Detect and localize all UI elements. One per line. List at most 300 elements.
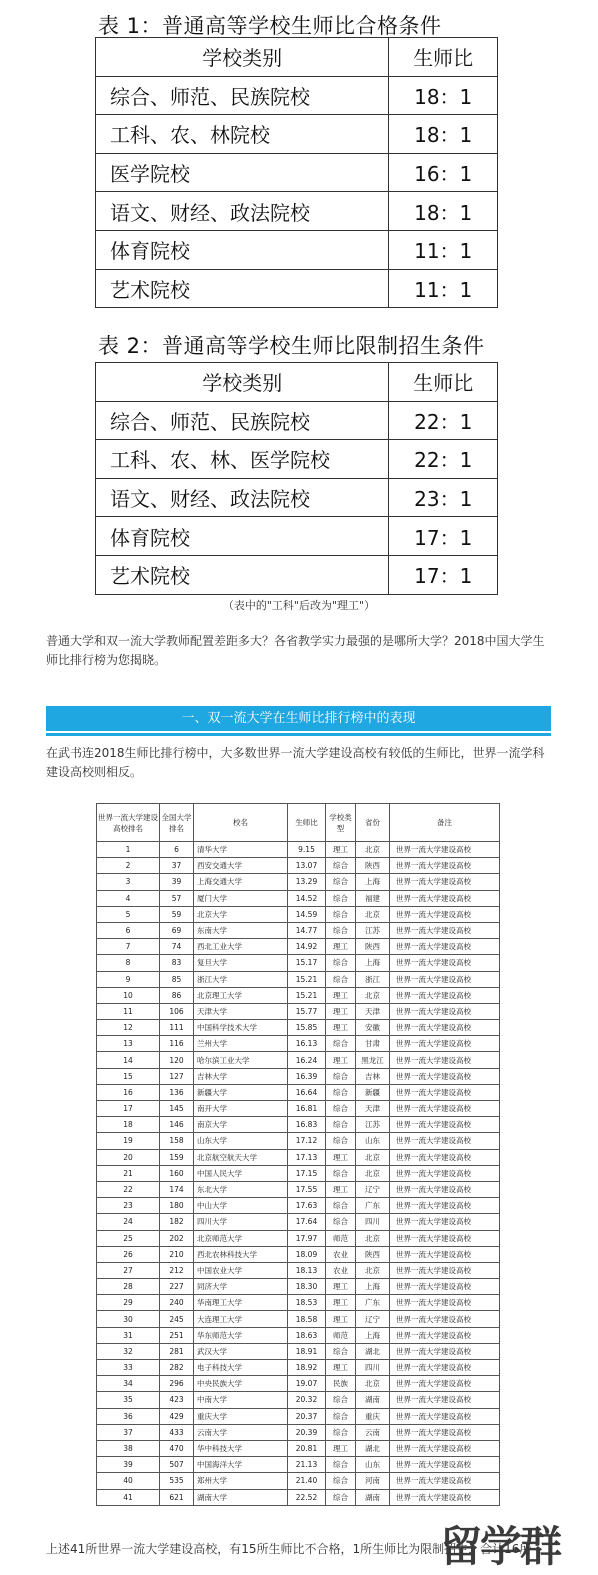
rank-cell: 24 xyxy=(97,1214,160,1230)
province-cell: 湖北 xyxy=(356,1343,390,1359)
national-rank-cell: 69 xyxy=(160,922,194,938)
rank-cell: 38 xyxy=(97,1440,160,1456)
school-name-cell: 哈尔滨工业大学 xyxy=(194,1052,288,1068)
table-row xyxy=(97,1408,500,1424)
school-name-cell: 郑州大学 xyxy=(194,1473,288,1489)
ratio-cell: 16.64 xyxy=(288,1084,326,1100)
ratio-cell: 19.07 xyxy=(288,1376,326,1392)
ratio-cell: 20.39 xyxy=(288,1424,326,1440)
national-rank-cell: 182 xyxy=(160,1214,194,1230)
province-cell: 天津 xyxy=(356,1003,390,1019)
ratio-cell: 14.52 xyxy=(288,890,326,906)
ranking-header-row xyxy=(97,804,500,842)
province-cell: 黑龙江 xyxy=(356,1052,390,1068)
ratio-cell: 21.40 xyxy=(288,1473,326,1489)
remark-cell: 世界一流大学建设高校 xyxy=(390,1133,500,1149)
school-name-cell: 大连理工大学 xyxy=(194,1311,288,1327)
national-rank-cell: 86 xyxy=(160,987,194,1003)
ratio-cell: 20.81 xyxy=(288,1440,326,1456)
ratio-cell: 14.92 xyxy=(288,939,326,955)
school-category-cell: 艺术院校 xyxy=(96,555,389,594)
province-cell: 北京 xyxy=(356,906,390,922)
school-name-cell: 清华大学 xyxy=(194,842,288,858)
national-rank-cell: 57 xyxy=(160,890,194,906)
remark-cell: 世界一流大学建设高校 xyxy=(390,1327,500,1343)
school-name-cell: 复旦大学 xyxy=(194,955,288,971)
school-category-cell: 综合、师范、民族院校 xyxy=(96,76,389,115)
province-cell: 上海 xyxy=(356,1279,390,1295)
type-cell: 理工 xyxy=(326,1440,356,1456)
remark-cell: 世界一流大学建设高校 xyxy=(390,842,500,858)
table-row xyxy=(97,1440,500,1456)
ratio-cell: 11：1 xyxy=(389,230,498,269)
province-cell: 辽宁 xyxy=(356,1311,390,1327)
type-cell: 综合 xyxy=(326,1165,356,1181)
ratio-cell: 18：1 xyxy=(389,192,498,231)
table-row xyxy=(97,1101,500,1117)
table1-header-row xyxy=(96,38,498,77)
school-name-cell: 华南理工大学 xyxy=(194,1295,288,1311)
ranking-header-cell: 校名 xyxy=(194,804,288,842)
type-cell: 理工 xyxy=(326,939,356,955)
ratio-cell: 17：1 xyxy=(389,517,498,556)
school-category-cell: 体育院校 xyxy=(96,230,389,269)
school-name-cell: 中央民族大学 xyxy=(194,1376,288,1392)
ratio-cell: 18.92 xyxy=(288,1360,326,1376)
school-category-cell: 工科、农、林、医学院校 xyxy=(96,440,389,479)
national-rank-cell: 210 xyxy=(160,1246,194,1262)
province-cell: 山东 xyxy=(356,1133,390,1149)
remark-cell: 世界一流大学建设高校 xyxy=(390,1279,500,1295)
national-rank-cell: 227 xyxy=(160,1279,194,1295)
ratio-cell: 16：1 xyxy=(389,153,498,192)
remark-cell: 世界一流大学建设高校 xyxy=(390,906,500,922)
type-cell: 民族 xyxy=(326,1376,356,1392)
ratio-cell: 16.81 xyxy=(288,1101,326,1117)
table-row xyxy=(97,1262,500,1278)
rank-cell: 41 xyxy=(97,1489,160,1505)
ranking-header-cell: 备注 xyxy=(390,804,500,842)
remark-cell: 世界一流大学建设高校 xyxy=(390,1360,500,1376)
school-name-cell: 新疆大学 xyxy=(194,1084,288,1100)
ranking-header-cell: 全国大学排名 xyxy=(160,804,194,842)
ratio-cell: 14.59 xyxy=(288,906,326,922)
rank-cell: 18 xyxy=(97,1117,160,1133)
school-name-cell: 四川大学 xyxy=(194,1214,288,1230)
remark-cell: 世界一流大学建设高校 xyxy=(390,955,500,971)
school-name-cell: 西北工业大学 xyxy=(194,939,288,955)
table-row xyxy=(97,1376,500,1392)
school-category-cell: 体育院校 xyxy=(96,517,389,556)
remark-cell: 世界一流大学建设高校 xyxy=(390,1343,500,1359)
rank-cell: 9 xyxy=(97,971,160,987)
rank-cell: 19 xyxy=(97,1133,160,1149)
national-rank-cell: 37 xyxy=(160,858,194,874)
table-row xyxy=(97,1392,500,1408)
table1-header-cell: 学校类别 xyxy=(96,38,389,77)
table-row xyxy=(97,1457,500,1473)
rank-cell: 40 xyxy=(97,1473,160,1489)
national-rank-cell: 240 xyxy=(160,1295,194,1311)
school-name-cell: 中国海洋大学 xyxy=(194,1457,288,1473)
ratio-cell: 16.24 xyxy=(288,1052,326,1068)
table-row xyxy=(97,1068,500,1084)
ratio-cell: 13.29 xyxy=(288,874,326,890)
footer-paragraph: 上述41所世界一流大学建设高校，有15所生师比不合格，1所生师比为限制招生，合计16所 xyxy=(46,1542,532,1556)
table-row xyxy=(97,1279,500,1295)
school-name-cell: 西北农林科技大学 xyxy=(194,1246,288,1262)
remark-cell: 世界一流大学建设高校 xyxy=(390,890,500,906)
table1-title: 表 1：普通高等学校生师比合格条件 xyxy=(98,14,442,38)
national-rank-cell: 39 xyxy=(160,874,194,890)
school-name-cell: 北京师范大学 xyxy=(194,1230,288,1246)
rank-cell: 23 xyxy=(97,1198,160,1214)
type-cell: 综合 xyxy=(326,1392,356,1408)
remark-cell: 世界一流大学建设高校 xyxy=(390,1198,500,1214)
table-row xyxy=(97,1084,500,1100)
rank-cell: 2 xyxy=(97,858,160,874)
ratio-cell: 18.91 xyxy=(288,1343,326,1359)
rank-cell: 22 xyxy=(97,1181,160,1197)
ranking-header-cell: 世界一流大学建设高校排名 xyxy=(97,804,160,842)
school-name-cell: 华东师范大学 xyxy=(194,1327,288,1343)
table-row xyxy=(97,1343,500,1359)
school-category-cell: 综合、师范、民族院校 xyxy=(96,401,389,440)
table-row xyxy=(96,478,498,517)
province-cell: 浙江 xyxy=(356,971,390,987)
table-row xyxy=(97,1311,500,1327)
school-name-cell: 武汉大学 xyxy=(194,1343,288,1359)
type-cell: 农业 xyxy=(326,1246,356,1262)
province-cell: 福建 xyxy=(356,890,390,906)
remark-cell: 世界一流大学建设高校 xyxy=(390,922,500,938)
remark-cell: 世界一流大学建设高校 xyxy=(390,1392,500,1408)
ratio-cell: 17.64 xyxy=(288,1214,326,1230)
remark-cell: 世界一流大学建设高校 xyxy=(390,1020,500,1036)
rank-cell: 10 xyxy=(97,987,160,1003)
school-name-cell: 上海交通大学 xyxy=(194,874,288,890)
ratio-cell: 18.09 xyxy=(288,1246,326,1262)
table-row xyxy=(97,1149,500,1165)
table-row xyxy=(96,115,498,154)
province-cell: 湖南 xyxy=(356,1489,390,1505)
ratio-cell: 17.63 xyxy=(288,1198,326,1214)
national-rank-cell: 535 xyxy=(160,1473,194,1489)
type-cell: 理工 xyxy=(326,1020,356,1036)
type-cell: 理工 xyxy=(326,1311,356,1327)
ratio-cell: 15.77 xyxy=(288,1003,326,1019)
ratio-cell: 22.52 xyxy=(288,1489,326,1505)
province-cell: 北京 xyxy=(356,1230,390,1246)
school-name-cell: 中国农业大学 xyxy=(194,1262,288,1278)
rank-cell: 13 xyxy=(97,1036,160,1052)
remark-cell: 世界一流大学建设高校 xyxy=(390,987,500,1003)
table-row xyxy=(97,874,500,890)
ratio-cell: 16.13 xyxy=(288,1036,326,1052)
table-row xyxy=(97,1230,500,1246)
province-cell: 江苏 xyxy=(356,922,390,938)
province-cell: 北京 xyxy=(356,1262,390,1278)
national-rank-cell: 282 xyxy=(160,1360,194,1376)
ratio-cell: 21.13 xyxy=(288,1457,326,1473)
rank-cell: 25 xyxy=(97,1230,160,1246)
rank-cell: 7 xyxy=(97,939,160,955)
table-row xyxy=(96,440,498,479)
province-cell: 上海 xyxy=(356,955,390,971)
remark-cell: 世界一流大学建设高校 xyxy=(390,1473,500,1489)
school-name-cell: 重庆大学 xyxy=(194,1408,288,1424)
province-cell: 江苏 xyxy=(356,1117,390,1133)
ratio-cell: 17：1 xyxy=(389,555,498,594)
remark-cell: 世界一流大学建设高校 xyxy=(390,1117,500,1133)
table-row xyxy=(97,1036,500,1052)
ratio-cell: 18：1 xyxy=(389,76,498,115)
type-cell: 综合 xyxy=(326,1457,356,1473)
school-name-cell: 北京大学 xyxy=(194,906,288,922)
province-cell: 湖北 xyxy=(356,1440,390,1456)
section-header-underline xyxy=(46,733,551,736)
remark-cell: 世界一流大学建设高校 xyxy=(390,1003,500,1019)
ratio-cell: 17.97 xyxy=(288,1230,326,1246)
province-cell: 陕西 xyxy=(356,1246,390,1262)
school-name-cell: 东南大学 xyxy=(194,922,288,938)
rank-cell: 35 xyxy=(97,1392,160,1408)
rank-cell: 26 xyxy=(97,1246,160,1262)
national-rank-cell: 507 xyxy=(160,1457,194,1473)
rank-cell: 3 xyxy=(97,874,160,890)
table-row xyxy=(97,858,500,874)
province-cell: 新疆 xyxy=(356,1084,390,1100)
table-row xyxy=(97,922,500,938)
national-rank-cell: 146 xyxy=(160,1117,194,1133)
table-row xyxy=(97,1214,500,1230)
table-row xyxy=(96,192,498,231)
remark-cell: 世界一流大学建设高校 xyxy=(390,971,500,987)
remark-cell: 世界一流大学建设高校 xyxy=(390,1262,500,1278)
type-cell: 理工 xyxy=(326,1052,356,1068)
remark-cell: 世界一流大学建设高校 xyxy=(390,1230,500,1246)
section-header: 一、双一流大学在生师比排行榜中的表现 xyxy=(46,706,551,731)
national-rank-cell: 281 xyxy=(160,1343,194,1359)
national-rank-cell: 106 xyxy=(160,1003,194,1019)
table-row xyxy=(96,230,498,269)
remark-cell: 世界一流大学建设高校 xyxy=(390,1489,500,1505)
remark-cell: 世界一流大学建设高校 xyxy=(390,1149,500,1165)
school-name-cell: 中南大学 xyxy=(194,1392,288,1408)
remark-cell: 世界一流大学建设高校 xyxy=(390,1036,500,1052)
table-row xyxy=(96,517,498,556)
ratio-cell: 15.21 xyxy=(288,971,326,987)
rank-cell: 37 xyxy=(97,1424,160,1440)
type-cell: 综合 xyxy=(326,1036,356,1052)
intro-paragraph: 普通大学和双一流大学教师配置差距多大？各省教学实力最强的是哪所大学？2018中国大学生师比排行榜为您揭晓。 xyxy=(46,634,545,667)
national-rank-cell: 120 xyxy=(160,1052,194,1068)
type-cell: 理工 xyxy=(326,1149,356,1165)
ratio-cell: 20.37 xyxy=(288,1408,326,1424)
province-cell: 山东 xyxy=(356,1457,390,1473)
ratio-cell: 18.13 xyxy=(288,1262,326,1278)
rank-cell: 36 xyxy=(97,1408,160,1424)
school-name-cell: 东北大学 xyxy=(194,1181,288,1197)
type-cell: 综合 xyxy=(326,1214,356,1230)
rank-cell: 11 xyxy=(97,1003,160,1019)
table-row xyxy=(97,955,500,971)
province-cell: 北京 xyxy=(356,987,390,1003)
remark-cell: 世界一流大学建设高校 xyxy=(390,1084,500,1100)
type-cell: 理工 xyxy=(326,1360,356,1376)
rank-cell: 20 xyxy=(97,1149,160,1165)
table-row xyxy=(96,153,498,192)
school-name-cell: 电子科技大学 xyxy=(194,1360,288,1376)
type-cell: 理工 xyxy=(326,1181,356,1197)
type-cell: 综合 xyxy=(326,1068,356,1084)
type-cell: 综合 xyxy=(326,1101,356,1117)
rank-cell: 21 xyxy=(97,1165,160,1181)
remark-cell: 世界一流大学建设高校 xyxy=(390,1052,500,1068)
school-name-cell: 吉林大学 xyxy=(194,1068,288,1084)
school-name-cell: 云南大学 xyxy=(194,1424,288,1440)
rank-cell: 4 xyxy=(97,890,160,906)
type-cell: 综合 xyxy=(326,858,356,874)
province-cell: 甘肃 xyxy=(356,1036,390,1052)
table-row xyxy=(97,1489,500,1505)
ratio-cell: 16.83 xyxy=(288,1117,326,1133)
type-cell: 理工 xyxy=(326,842,356,858)
province-cell: 四川 xyxy=(356,1214,390,1230)
table-row xyxy=(97,1020,500,1036)
national-rank-cell: 116 xyxy=(160,1036,194,1052)
national-rank-cell: 85 xyxy=(160,971,194,987)
school-name-cell: 北京理工大学 xyxy=(194,987,288,1003)
school-name-cell: 浙江大学 xyxy=(194,971,288,987)
province-cell: 天津 xyxy=(356,1101,390,1117)
school-name-cell: 天津大学 xyxy=(194,1003,288,1019)
province-cell: 北京 xyxy=(356,1165,390,1181)
national-rank-cell: 74 xyxy=(160,939,194,955)
ratio-cell: 13.07 xyxy=(288,858,326,874)
rank-cell: 32 xyxy=(97,1343,160,1359)
province-cell: 四川 xyxy=(356,1360,390,1376)
national-rank-cell: 158 xyxy=(160,1133,194,1149)
national-rank-cell: 429 xyxy=(160,1408,194,1424)
table-row xyxy=(97,1181,500,1197)
table-row xyxy=(97,1198,500,1214)
province-cell: 云南 xyxy=(356,1424,390,1440)
province-cell: 湖南 xyxy=(356,1392,390,1408)
ratio-cell: 14.77 xyxy=(288,922,326,938)
national-rank-cell: 212 xyxy=(160,1262,194,1278)
national-rank-cell: 136 xyxy=(160,1084,194,1100)
remark-cell: 世界一流大学建设高校 xyxy=(390,1165,500,1181)
rank-cell: 16 xyxy=(97,1084,160,1100)
ratio-cell: 18.30 xyxy=(288,1279,326,1295)
school-name-cell: 中国科学技术大学 xyxy=(194,1020,288,1036)
province-cell: 辽宁 xyxy=(356,1181,390,1197)
table2 xyxy=(95,362,498,595)
type-cell: 师范 xyxy=(326,1230,356,1246)
ranking-header-cell: 生师比 xyxy=(288,804,326,842)
table-row xyxy=(96,401,498,440)
ratio-cell: 20.32 xyxy=(288,1392,326,1408)
province-cell: 陕西 xyxy=(356,939,390,955)
rank-cell: 15 xyxy=(97,1068,160,1084)
table-row xyxy=(97,1133,500,1149)
table-row xyxy=(97,1003,500,1019)
ratio-cell: 15.85 xyxy=(288,1020,326,1036)
type-cell: 理工 xyxy=(326,1279,356,1295)
type-cell: 综合 xyxy=(326,1489,356,1505)
ratio-cell: 16.39 xyxy=(288,1068,326,1084)
type-cell: 理工 xyxy=(326,1295,356,1311)
type-cell: 综合 xyxy=(326,1343,356,1359)
province-cell: 北京 xyxy=(356,842,390,858)
type-cell: 综合 xyxy=(326,1198,356,1214)
national-rank-cell: 127 xyxy=(160,1068,194,1084)
national-rank-cell: 433 xyxy=(160,1424,194,1440)
national-rank-cell: 111 xyxy=(160,1020,194,1036)
school-category-cell: 语文、财经、政法院校 xyxy=(96,192,389,231)
type-cell: 理工 xyxy=(326,987,356,1003)
type-cell: 师范 xyxy=(326,1327,356,1343)
remark-cell: 世界一流大学建设高校 xyxy=(390,858,500,874)
school-name-cell: 西安交通大学 xyxy=(194,858,288,874)
rank-cell: 17 xyxy=(97,1101,160,1117)
province-cell: 陕西 xyxy=(356,858,390,874)
type-cell: 综合 xyxy=(326,971,356,987)
rank-cell: 1 xyxy=(97,842,160,858)
remark-cell: 世界一流大学建设高校 xyxy=(390,1424,500,1440)
ratio-cell: 15.17 xyxy=(288,955,326,971)
province-cell: 上海 xyxy=(356,874,390,890)
rank-cell: 31 xyxy=(97,1327,160,1343)
rank-cell: 8 xyxy=(97,955,160,971)
type-cell: 综合 xyxy=(326,1133,356,1149)
school-category-cell: 语文、财经、政法院校 xyxy=(96,478,389,517)
national-rank-cell: 180 xyxy=(160,1198,194,1214)
school-category-cell: 艺术院校 xyxy=(96,269,389,308)
type-cell: 综合 xyxy=(326,955,356,971)
remark-cell: 世界一流大学建设高校 xyxy=(390,1214,500,1230)
type-cell: 综合 xyxy=(326,1408,356,1424)
national-rank-cell: 202 xyxy=(160,1230,194,1246)
ratio-cell: 17.13 xyxy=(288,1149,326,1165)
table-row xyxy=(97,1295,500,1311)
type-cell: 综合 xyxy=(326,874,356,890)
rank-cell: 27 xyxy=(97,1262,160,1278)
national-rank-cell: 296 xyxy=(160,1376,194,1392)
table-row xyxy=(96,269,498,308)
ratio-cell: 22：1 xyxy=(389,440,498,479)
remark-cell: 世界一流大学建设高校 xyxy=(390,1101,500,1117)
table1-header-cell: 生师比 xyxy=(389,38,498,77)
rank-cell: 39 xyxy=(97,1457,160,1473)
remark-cell: 世界一流大学建设高校 xyxy=(390,1408,500,1424)
type-cell: 理工 xyxy=(326,1003,356,1019)
table-row xyxy=(97,971,500,987)
school-name-cell: 兰州大学 xyxy=(194,1036,288,1052)
school-name-cell: 湖南大学 xyxy=(194,1489,288,1505)
school-name-cell: 厦门大学 xyxy=(194,890,288,906)
remark-cell: 世界一流大学建设高校 xyxy=(390,874,500,890)
type-cell: 综合 xyxy=(326,1473,356,1489)
table2-note: （表中的"工科"后改为"理工"） xyxy=(222,599,376,612)
ranking-header-cell: 学校类型 xyxy=(326,804,356,842)
province-cell: 吉林 xyxy=(356,1068,390,1084)
rank-cell: 28 xyxy=(97,1279,160,1295)
type-cell: 综合 xyxy=(326,906,356,922)
rank-cell: 14 xyxy=(97,1052,160,1068)
school-name-cell: 同济大学 xyxy=(194,1279,288,1295)
